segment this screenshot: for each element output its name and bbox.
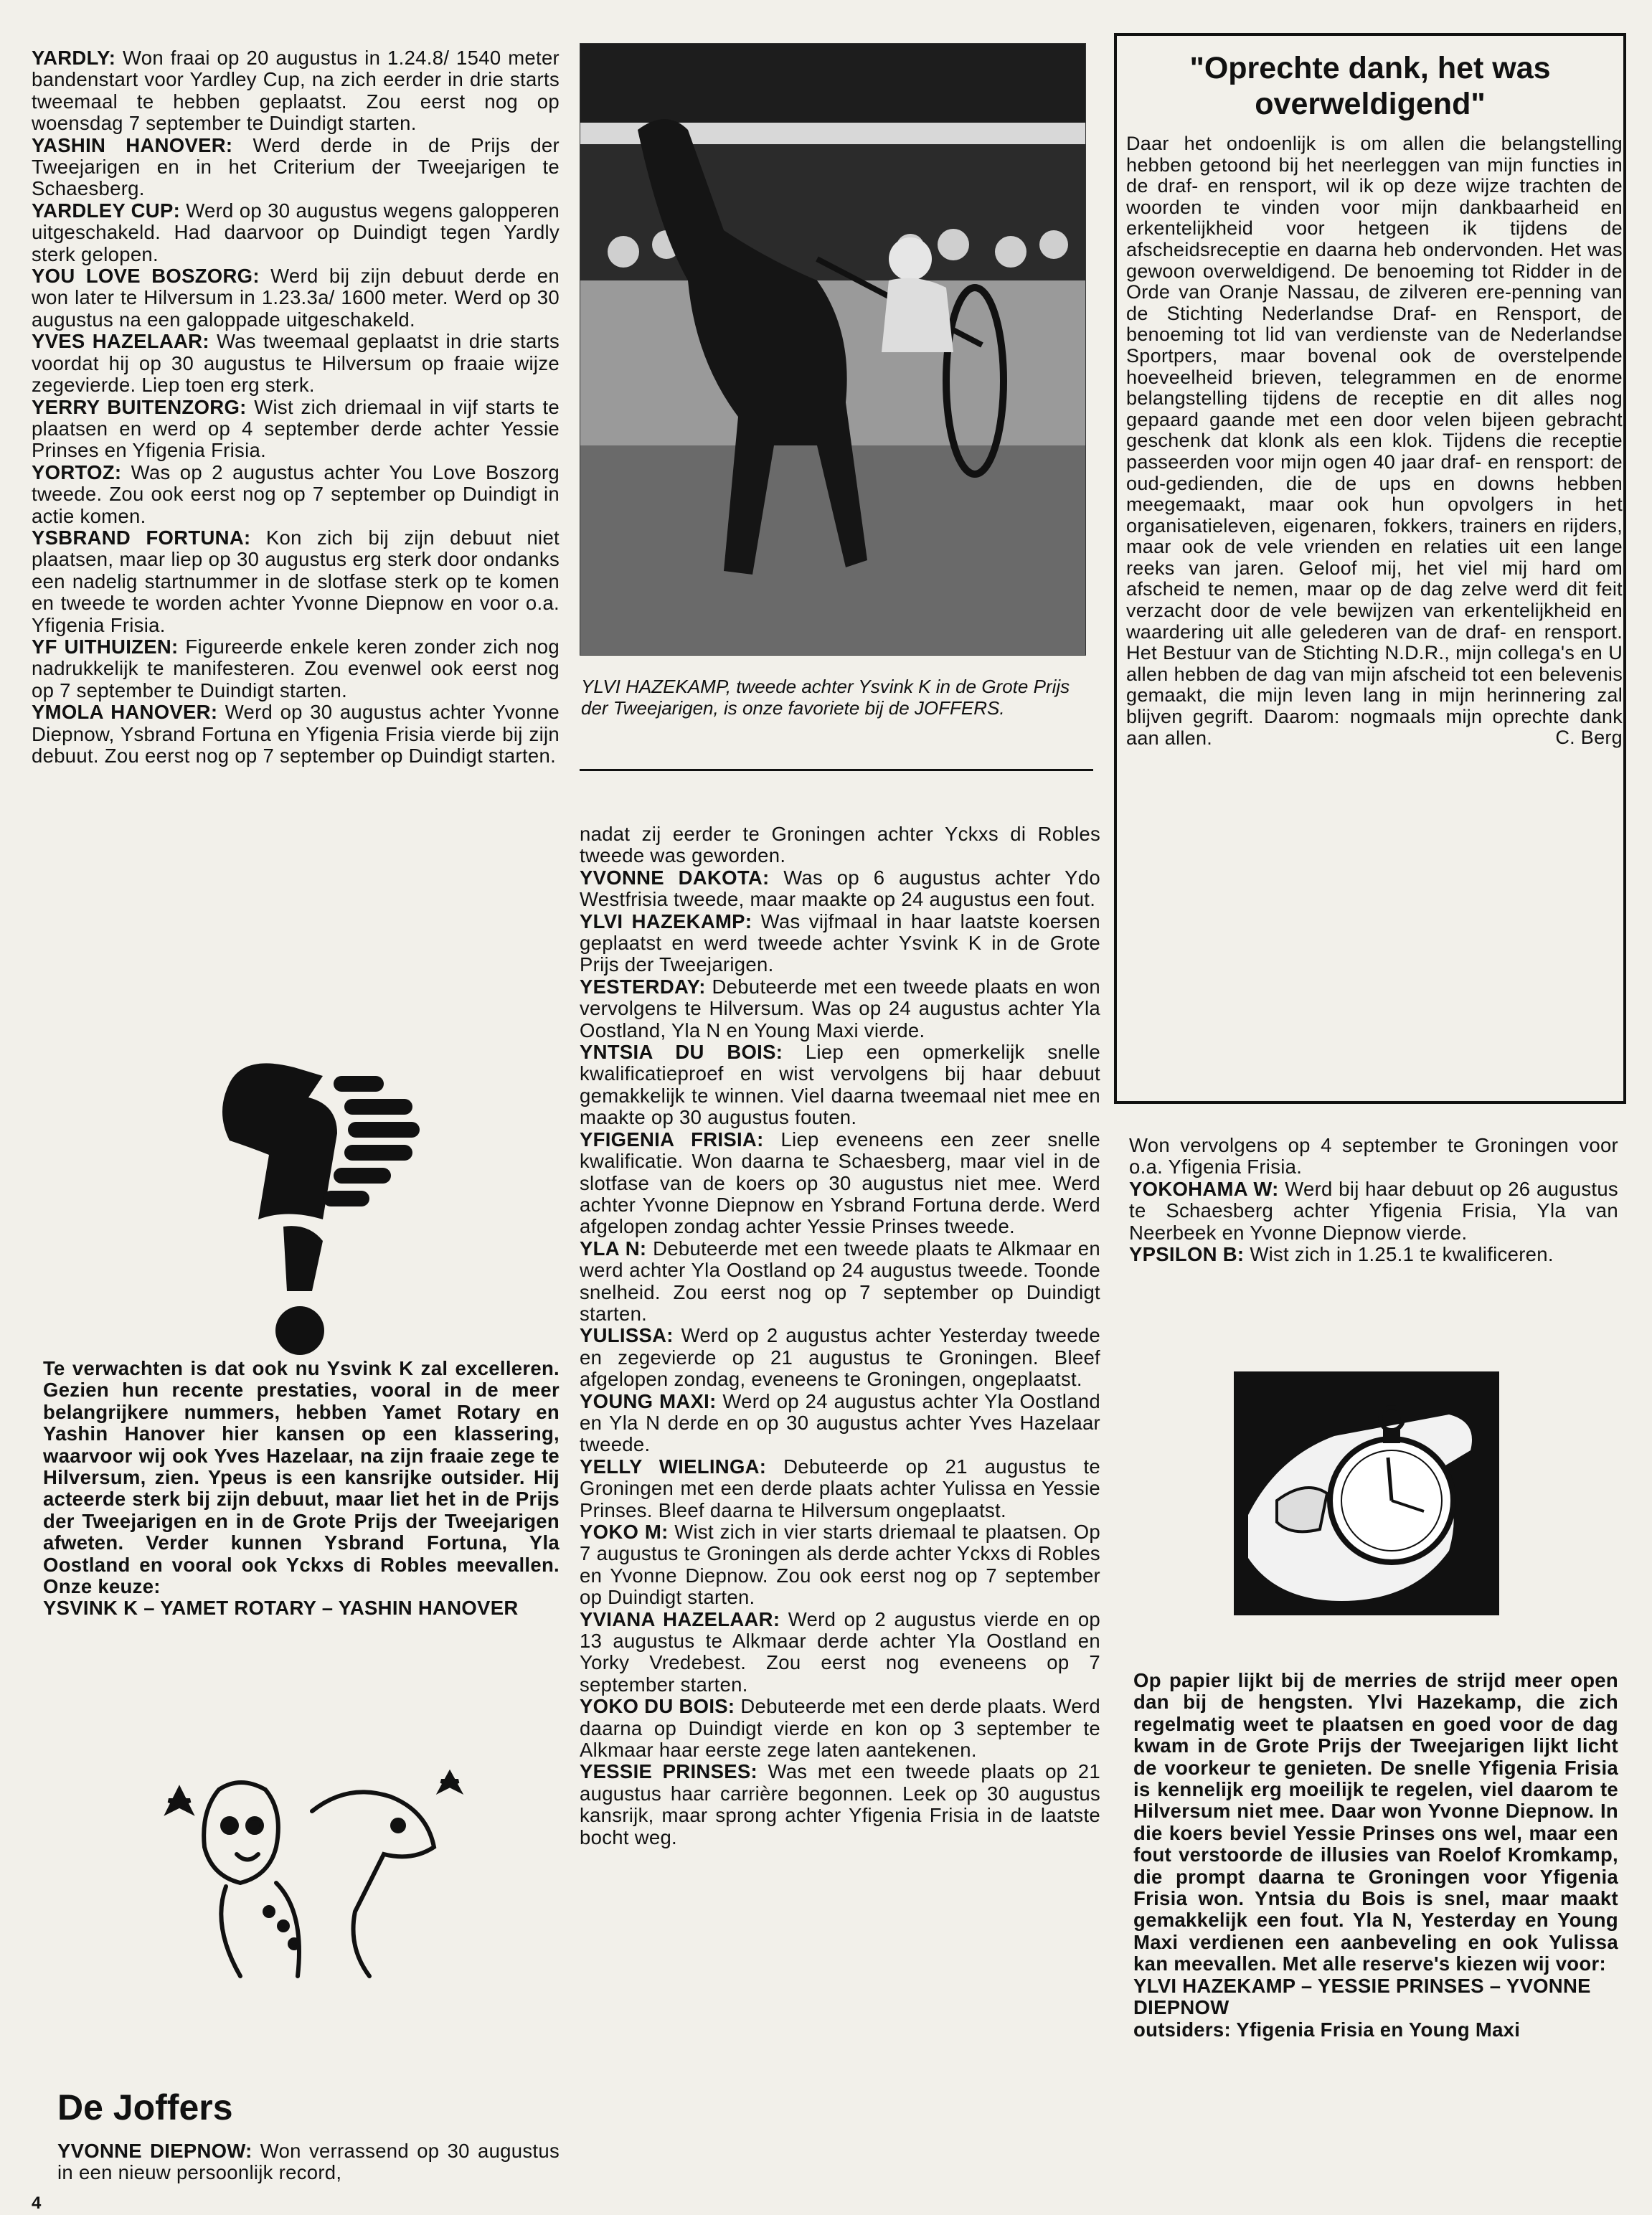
mare-verdict-text: Op papier lijkt bij de merries de strijd meer open dan bij de hengsten. Ylvi Hazekamp, die zich regelmatig weet te plaatsen en goed voor de dag kwam in de Grote Prijs der Tweejarigen lijkt licht de voorkeur te genieten. De snelle Yfigenia Frisia is kennelijk erg moeilijk te regelen, viel daarom te Hilversum niet mee. Daar won Yvonne Diepnow. In die koers beviel Yessie Prinses ons wel, maar een fout verstoorde de illusies van Roelof Kromkamp, die prompt daarna te Groningen voor Yfigenia Frisia won. Yntsia du Bois is snel, maar maakt gemakkelijk een fout. Yla N, Yesterday en Young Maxi verdienen een aanbeveling en ook Yulissa kan meevallen. Met alle reserve's kiezen wij voor: bbox=[1133, 1669, 1618, 1975]
entry bbox=[32, 462, 560, 527]
entry-name: YF UITHUIZEN: bbox=[32, 635, 179, 658]
entry-name: YMOLA HANOVER: bbox=[32, 701, 218, 724]
entry-text: Werd bij haar debuut op 26 augustus te Schaesberg achter Yfigenia Frisia, Yla van Neerbeek en Yvonne Diepnow vierde. bbox=[1129, 1177, 1618, 1244]
entry-name: YOKO M: bbox=[580, 1521, 669, 1543]
entry bbox=[580, 1042, 1100, 1129]
horse-question-mark-icon bbox=[215, 1054, 430, 1370]
mare-verdict bbox=[1133, 1670, 1618, 2041]
entry bbox=[32, 135, 560, 200]
joffers-first-entry bbox=[57, 2140, 560, 2184]
entry-text: Werd derde in de Prijs der Tweejarigen en in het Criterium der Tweejarigen te Schaesberg. bbox=[32, 133, 560, 200]
entry-name: YULISSA: bbox=[580, 1324, 674, 1347]
entry-name: YLVI HAZEKAMP: bbox=[580, 910, 752, 932]
entry bbox=[580, 867, 1100, 911]
photo-caption: YLVI HAZEKAMP, tweede achter Ysvink K in de Grote Prijs der Tweejarigen, is onze favoriete bij de JOFFERS. bbox=[581, 676, 1070, 719]
entry-name: YNTSIA DU BOIS: bbox=[580, 1041, 783, 1064]
entry-name: YVONNE DIEPNOW: bbox=[57, 2140, 252, 2162]
entry bbox=[580, 1521, 1100, 1609]
cartoon-jockeys-drawing-icon bbox=[140, 1768, 484, 1983]
entry bbox=[580, 1238, 1100, 1326]
entry-name: YELLY WIELINGA: bbox=[580, 1455, 767, 1478]
column-mares-continued bbox=[1129, 1135, 1618, 1265]
entry bbox=[32, 331, 560, 396]
column-divider bbox=[580, 769, 1093, 771]
entry-text: Werd op 2 augustus vierde en op 13 augustus te Alkmaar derde achter Yla Oostland en Yorky Vredebest. Zou eerst nog eveneens op 7 september starten. bbox=[580, 1607, 1101, 1696]
entry bbox=[580, 1129, 1100, 1238]
stallion-verdict bbox=[43, 1358, 560, 1620]
entry-name: YARDLY: bbox=[32, 47, 116, 69]
entry bbox=[580, 1696, 1100, 1761]
entry bbox=[580, 911, 1100, 976]
thank-you-text: Daar het ondoenlijk is om allen die belangstelling hebben getoond bij het neerleggen van mijn functies in de draf- en rensport, wil ik op deze wijze trachten de woorden te vinden voor mijn dankbaarheid en erkentelijkheid voor hetgeen ik tijdens de afscheidsreceptie en daarna heb ondervonden. Het was gewoon overweldigend. De benoeming tot Ridder in de Orde van Oranje Nassau, de zilveren ere-penning van de Stichting Nederlandse Draf- en Rensport, de benoeming tot lid van verdienste van de Nederlandse Sportpers, maar bovenal ook de overstelpende hoeveelheid brieven, telegrammen en de enorme belangstelling tijdens de receptie en dit alles nog gepaard gaande met een door velen bijeen gebracht geschenk dat klonk als een klok. Tijdens die receptie passeerden voor mijn ogen 40 jaar draf- en rensport: de oud-gedienden, die de ups en downs hebben meegemaakt, maar ook hun opvolgers in het organisatieleven, eigenaren, fokkers, trainers en rijders, maar ook de vele vrienden en relaties uit een lange reeks van jaren. Geloof mij, het viel mij hard om afscheid te nemen, maar op de dag zelve werd dit feit verzacht door de vele bewijzen van erkentelijkheid en waardering uit alle gelederen van de draf- en rensport. Het Bestuur van de Stichting N.D.R., mijn collega's en U allen hebben de dag van mijn afscheid tot een belevenis gemaakt, die mijn leven lang in mijn herinnering zal blijven gegrift. Daarom: nogmaals mijn oprechte dank aan allen. bbox=[1126, 133, 1623, 749]
entry bbox=[32, 397, 560, 462]
mare-pick: YLVI HAZEKAMP – YESSIE PRINSES – YVONNE DIEPNOW bbox=[1133, 1974, 1591, 2019]
entry bbox=[32, 200, 560, 265]
thank-you-body bbox=[1126, 133, 1623, 749]
entry bbox=[32, 636, 560, 702]
entry-text: Wist zich in vier starts driemaal te plaatsen. Op 7 augustus te Groningen als derde achter Yckxs di Robles en Yvonne Diepnow. Zou ook eerst nog op 7 september op Duindigt starten. bbox=[580, 1521, 1101, 1609]
entry-name: YESTERDAY: bbox=[580, 975, 706, 998]
entry-text: Debuteerde met een derde plaats. Werd daarna op Duindigt vierde en kon op 3 september te Alkmaar haar eerste zege laten aantekenen. bbox=[580, 1695, 1100, 1762]
entry-text: Werd op 24 augustus achter Yla Oostland en Yla N derde en op 30 augustus achter Yves Hazelaar tweede. bbox=[580, 1389, 1100, 1456]
entry-name: YFIGENIA FRISIA: bbox=[580, 1128, 764, 1151]
entry-name: YORTOZ: bbox=[32, 461, 122, 483]
entry-text: Liep een opmerkelijk snelle kwalificatieproef en wist vervolgens bij haar debuut gemakkelijk te winnen. Viel daarna tweemaal niet mee en maakte op 30 augustus fouten. bbox=[580, 1041, 1100, 1129]
entry-name: YOUNG MAXI: bbox=[580, 1389, 717, 1412]
entry-name: YVIANA HAZELAAR: bbox=[580, 1607, 780, 1630]
entry-name: YPSILON B: bbox=[1129, 1243, 1245, 1266]
entry-text: Debuteerde op 21 augustus te Groningen met een derde plaats achter Yulissa en Yessie Prinses. Bleef daarna te Hilversum ongeplaatst. bbox=[580, 1455, 1100, 1521]
entry-text: Debuteerde met een tweede plaats te Alkmaar en werd achter Yla Oostland op 24 augustus tweede. Toonde snelheid. Zou eerst nog op 7 september op Duindigt starten. bbox=[580, 1237, 1100, 1325]
entry-text: Debuteerde met een tweede plaats en won vervolgens te Hilversum. Was op 24 augustus achter Yla Oostland, Yla N en Young Maxi vierde. bbox=[580, 975, 1100, 1042]
entry-name: YASHIN HANOVER: bbox=[32, 133, 233, 156]
entry bbox=[580, 1456, 1100, 1521]
col2-lead: nadat zij eerder te Groningen achter Yckxs di Robles tweede was geworden. bbox=[580, 823, 1100, 867]
entry-text: Was vijfmaal in haar laatste koersen geplaatst en werd tweede achter Ysvink K in de Grote Prijs der Tweejarigen. bbox=[580, 910, 1100, 976]
harness-race-photo bbox=[580, 43, 1086, 656]
page-number: 4 bbox=[32, 2193, 42, 2213]
thank-you-title: "Oprechte dank, het was overweldigend" bbox=[1189, 51, 1551, 121]
entry-name: YOU LOVE BOSZORG: bbox=[32, 265, 260, 288]
entry-text: Won verrassend op 30 augustus in een nieuw persoonlijk record, bbox=[57, 2140, 560, 2184]
entry bbox=[32, 47, 560, 135]
stopwatch-hand-icon bbox=[1234, 1371, 1499, 1615]
entry-name: YARDLEY CUP: bbox=[32, 199, 181, 222]
entry bbox=[580, 1325, 1100, 1390]
entry-text: Werd bij zijn debuut derde en won later te Hilversum in 1.23.3a/ 1600 meter. Werd op 30 augustus na een galoppade uitgeschakeld. bbox=[32, 265, 560, 331]
entry bbox=[580, 1609, 1100, 1696]
entry-text: Liep eveneens een zeer snelle kwalificatie. Won daarna te Schaesberg, maar viel in de slotfase van de koers op 30 augustus niet mee. Werd achter Yvonne Diepnow en Ysbrand Fortuna derde. Werd afgelopen zondag achter Yessie Prinses tweede. bbox=[580, 1128, 1100, 1238]
entry-text: Won fraai op 20 augustus in 1.24.8/ 1540 meter bandenstart voor Yardley Cup, na zich eerder in drie starts tweemaal te hebben geplaatst. Zou eerst nog op woensdag 7 september te Duindigt starten. bbox=[32, 47, 560, 135]
entry-text: Was op 6 augustus achter Ydo Westfrisia tweede, maar maakte op 24 augustus een fout. bbox=[580, 866, 1100, 911]
stallion-verdict-text: Te verwachten is dat ook nu Ysvink K zal excelleren. Gezien hun recente prestaties, vooral in de meer belangrijkere nummers, hebben Yamet Rotary en Yashin Hanover hier kansen op een klassering, waarvoor wij ook Yves Hazelaar, na zijn fraaie zege te Hilversum, zien. Ypeus is een kansrijke outsider. Hij acteerde sterk bij zijn debuut, maar liet het in de Prijs der Tweejarigen en in de Grote Prijs der Tweejarigen afweten. Verder kunnen Ysbrand Fortuna, Yla Oostland en vooral ook Yckxs di Robles meevallen. Onze keuze: bbox=[43, 1357, 560, 1598]
entry-name: YVONNE DAKOTA: bbox=[580, 866, 770, 889]
entry-text: Werd op 30 augustus wegens galopperen uitgeschakeld. Had daarvoor op Duindigt tegen Yardly sterk gelopen. bbox=[32, 199, 560, 265]
entry bbox=[580, 976, 1100, 1042]
entry-text: Wist zich driemaal in vijf starts te plaatsen en werd op 4 september derde achter Yessie Prinses en Yfigenia Frisia. bbox=[32, 395, 560, 462]
entry-text: Was met een tweede plaats op 21 augustus haar carrière begonnen. Leek op 30 augustus kansrijk, maar sprong achter Yfigenia Frisia in de laatste bocht weg. bbox=[580, 1760, 1100, 1848]
section-heading-joffers: De Joffers bbox=[57, 2087, 233, 2127]
entry-text: Was tweemaal geplaatst in drie starts voordat hij op 30 augustus te Hilversum op fraaie wijze zegevierde. Liep toen erg sterk. bbox=[32, 330, 560, 397]
entry-name: YERRY BUITENZORG: bbox=[32, 395, 247, 418]
entry bbox=[580, 1391, 1100, 1456]
entry-text: Wist zich in 1.25.1 te kwalificeren. bbox=[1244, 1243, 1554, 1266]
entry-name: YSBRAND FORTUNA: bbox=[32, 526, 251, 549]
entry bbox=[1129, 1244, 1618, 1265]
column-stallions bbox=[32, 47, 560, 767]
mare-outsiders: outsiders: Yfigenia Frisia en Young Maxi bbox=[1133, 2018, 1521, 2041]
entry-name: YOKO DU BOIS: bbox=[580, 1695, 735, 1718]
entry-text: Kon zich bij zijn debuut niet plaatsen, maar liep op 30 augustus erg sterk door ondanks een nadelig startnummer in de slotfase sterk op te komen en tweede te worden achter Yvonne Diepnow en voor o.a. Yfigenia Frisia. bbox=[32, 526, 560, 636]
entry-text: Werd op 2 augustus achter Yesterday tweede en zegevierde op 21 augustus te Groningen. Bleef afgelopen zondag, eveneens te Groningen, ongeplaatst. bbox=[580, 1324, 1100, 1391]
entry bbox=[1129, 1179, 1618, 1244]
col3-lead: Won vervolgens op 4 september te Groningen voor o.a. Yfigenia Frisia. bbox=[1129, 1134, 1618, 1179]
entry-name: YESSIE PRINSES: bbox=[580, 1760, 757, 1783]
mare-entries-continued bbox=[1129, 1179, 1618, 1266]
entry bbox=[32, 527, 560, 636]
mare-entries bbox=[580, 867, 1100, 1848]
stallion-pick: YSVINK K – YAMET ROTARY – YASHIN HANOVER bbox=[43, 1597, 519, 1620]
entry-text: Figureerde enkele keren zonder zich nog nadrukkelijk te manifesteren. Zou evenwel ook eerst nog op 7 september te Duindigt starten. bbox=[32, 635, 560, 702]
entry-text: Werd op 30 augustus achter Yvonne Diepnow, Ysbrand Fortuna en Yfigenia Frisia vierde bij zijn debuut. Zou eerst nog op 7 september op Duindigt starten. bbox=[32, 701, 560, 767]
entry bbox=[32, 265, 560, 331]
entry-name: YOKOHAMA W: bbox=[1129, 1177, 1279, 1200]
thank-you-signature: C. Berg bbox=[1555, 727, 1623, 749]
entry bbox=[32, 702, 560, 767]
entry bbox=[580, 1761, 1100, 1848]
stallion-entries bbox=[32, 47, 560, 767]
column-mares bbox=[580, 823, 1100, 1848]
entry-name: YLA N: bbox=[580, 1237, 647, 1260]
entry-text: Was op 2 augustus achter You Love Boszorg tweede. Zou ook eerst nog op 7 september op Duindigt in actie komen. bbox=[32, 461, 560, 527]
entry-name: YVES HAZELAAR: bbox=[32, 330, 209, 353]
